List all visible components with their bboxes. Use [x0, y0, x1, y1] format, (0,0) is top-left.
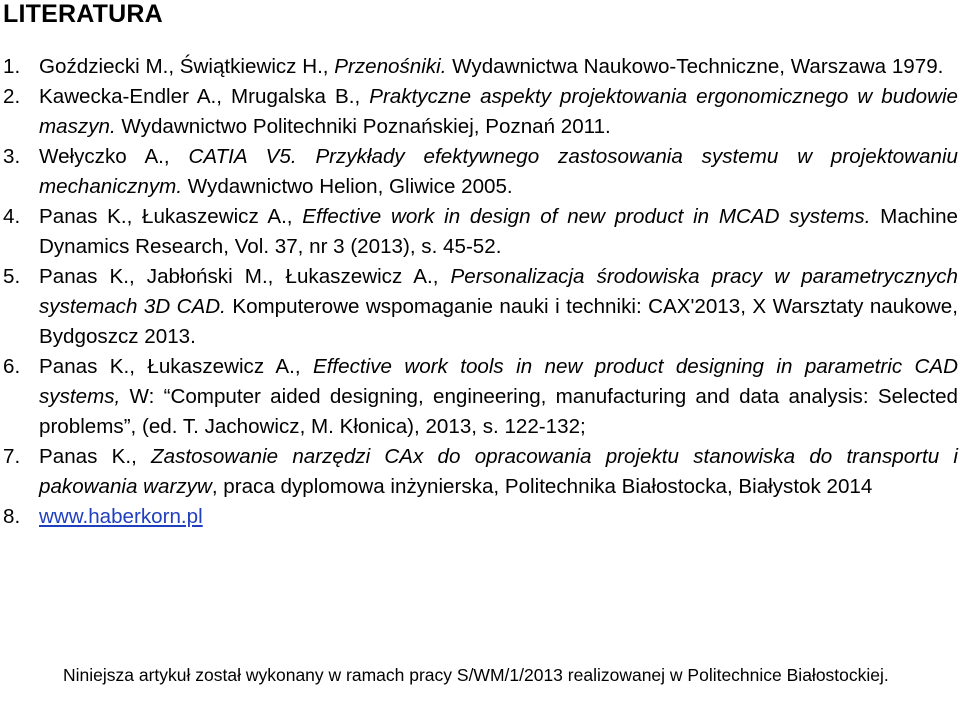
- reference-authors: Wełyczko A.,: [39, 145, 189, 168]
- reference-text: [39, 205, 958, 258]
- reference-text: [39, 445, 958, 498]
- reference-number: 8.: [3, 505, 21, 528]
- reference-item: [0, 142, 960, 202]
- footer-note: Niniejsza artykuł został wykonany w ramach pracy S/WM/1/2013 realizowanej w Politechnice Białostockiej.: [63, 665, 889, 685]
- reference-title: Praktyczne aspekty projektowania ergonomicznego w budowie maszyn.: [39, 85, 958, 138]
- reference-item: [0, 352, 960, 442]
- reference-title: Personalizacja środowiska pracy w parametrycznych systemach 3D CAD.: [39, 265, 958, 318]
- reference-authors: Panas K., Łukaszewicz A.,: [39, 355, 313, 378]
- reference-authors: Panas K., Jabłoński M., Łukaszewicz A.,: [39, 265, 451, 288]
- reference-publisher: Wydawnictwo Politechniki Poznańskiej, Poznań 2011.: [115, 115, 611, 138]
- reference-text: [39, 85, 958, 138]
- reference-item: [0, 502, 960, 532]
- reference-text: [39, 505, 203, 528]
- reference-text: [39, 355, 958, 438]
- reference-item: [0, 262, 960, 352]
- reference-publisher: Wydawnictwa Naukowo-Techniczne, Warszawa 1979.: [446, 55, 944, 78]
- reference-list: [0, 52, 960, 532]
- reference-number: 3.: [3, 145, 21, 168]
- reference-text: [39, 265, 958, 348]
- reference-item: [0, 442, 960, 502]
- reference-number: 6.: [3, 355, 21, 378]
- reference-number: 7.: [3, 445, 21, 468]
- reference-publisher: Machine Dynamics Research, Vol. 37, nr 3 (2013), s. 45-52.: [39, 205, 959, 258]
- reference-number: 2.: [3, 85, 21, 108]
- reference-authors: Panas K.,: [39, 445, 152, 468]
- reference-number: 4.: [3, 205, 21, 228]
- reference-publisher: Wydawnictwo Helion, Gliwice 2005.: [182, 175, 513, 198]
- reference-title: CATIA V5. Przykłady efektywnego zastosowania systemu w projektowaniu mechanicznym.: [39, 145, 958, 198]
- reference-text: [39, 145, 958, 198]
- reference-text: [39, 55, 943, 78]
- reference-title: Effective work in design of new product in MCAD systems.: [302, 205, 871, 228]
- reference-number: 5.: [3, 265, 21, 288]
- reference-title: Zastosowanie narzędzi CAx do opracowania projektu stanowiska do transportu i pakowania warzyw: [39, 445, 958, 498]
- reference-publisher: , praca dyplomowa inżynierska, Politechnika Białostocka, Białystok 2014: [211, 475, 873, 498]
- reference-title: Effective work tools in new product designing in parametric CAD systems,: [39, 355, 958, 408]
- reference-publisher: W: “Computer aided designing, engineering, manufacturing and data analysis: Selected problems”, (ed. T. Jachowicz, M. Kłonica), 2013, s. 122-132;: [39, 385, 958, 438]
- reference-publisher: Komputerowe wspomaganie nauki i techniki: CAX'2013, X Warsztaty naukowe, Bydgoszcz 2013.: [39, 295, 958, 348]
- reference-item: [0, 202, 960, 262]
- reference-item: [0, 52, 960, 82]
- reference-link[interactable]: www.haberkorn.pl: [39, 505, 203, 528]
- reference-number: 1.: [3, 55, 21, 78]
- reference-item: [0, 82, 960, 142]
- reference-authors: Panas K., Łukaszewicz A.,: [39, 205, 303, 228]
- reference-authors: Goździecki M., Świątkiewicz H.,: [39, 55, 335, 78]
- reference-title: Przenośniki.: [334, 55, 447, 78]
- page-title: LITERATURA: [3, 0, 163, 28]
- reference-authors: Kawecka-Endler A., Mrugalska B.,: [39, 85, 370, 108]
